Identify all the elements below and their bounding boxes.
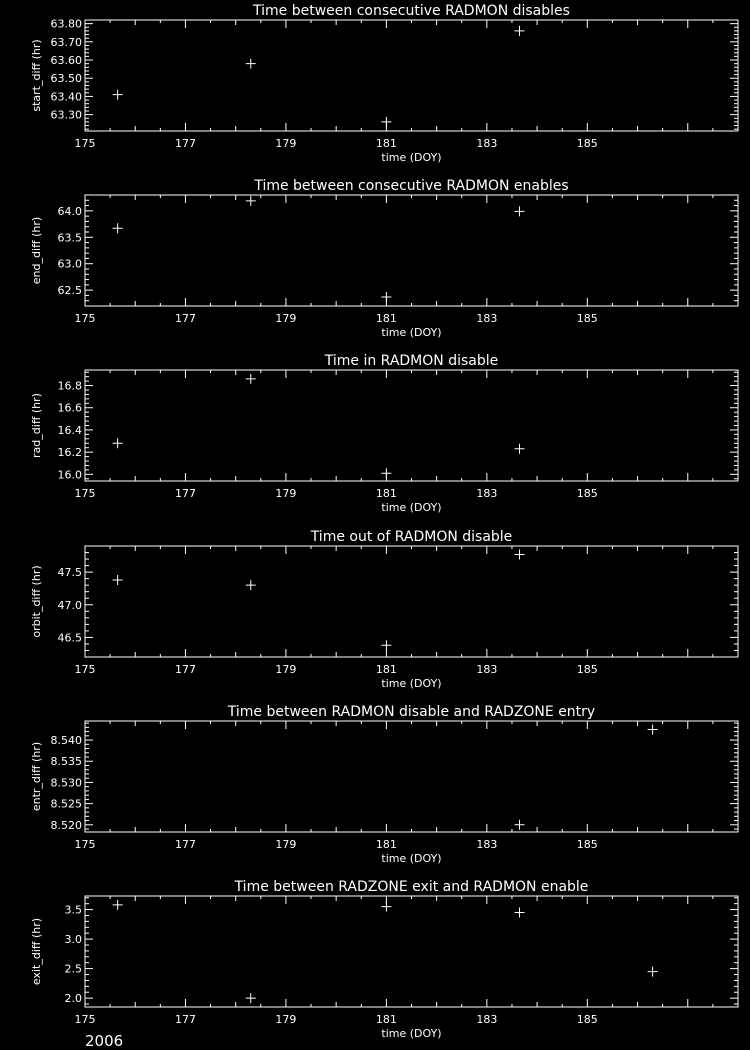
x-tick-label: 179 [275, 663, 297, 676]
x-tick-label: 185 [576, 1013, 598, 1026]
x-tick-label: 183 [476, 663, 498, 676]
data-point [246, 196, 256, 206]
x-tick-label: 183 [476, 1013, 498, 1026]
x-tick-label: 183 [476, 312, 498, 325]
data-point [246, 59, 256, 69]
data-point [246, 993, 256, 1003]
plot-frame [85, 20, 738, 131]
chart-panel [30, 529, 738, 690]
chart-title: Time between RADMON disable and RADZONE entry [227, 704, 596, 720]
chart-panel [30, 879, 738, 1040]
y-axis-label: end_diff (hr) [30, 216, 43, 285]
chart-title: Time between RADZONE exit and RADMON enable [234, 879, 589, 895]
chart-title: Time between consecutive RADMON enables [254, 178, 569, 194]
y-tick-label: 63.0 [57, 257, 82, 271]
x-tick-label: 181 [375, 838, 397, 851]
data-point [648, 967, 658, 977]
chart-panel [30, 353, 738, 514]
y-tick-label: 63.30 [50, 108, 82, 122]
y-tick-label: 2.5 [64, 962, 82, 976]
x-tick-label: 179 [275, 137, 297, 150]
chart-panel [30, 178, 738, 339]
x-tick-label: 177 [174, 312, 196, 325]
x-axis-label: time (DOY) [381, 501, 442, 514]
data-point [514, 908, 524, 918]
chart-panel [30, 3, 738, 164]
y-tick-label: 16.6 [57, 401, 82, 415]
x-tick-label: 185 [576, 137, 598, 150]
y-tick-label: 62.5 [57, 284, 82, 298]
plot-frame [85, 195, 738, 306]
x-axis-label: time (DOY) [381, 326, 442, 339]
data-point [381, 902, 391, 912]
data-point [113, 575, 123, 585]
x-axis-label: time (DOY) [381, 677, 442, 690]
chart-title: Time in RADMON disable [324, 353, 499, 369]
data-point [514, 26, 524, 36]
x-tick-label: 179 [275, 838, 297, 851]
chart-title: Time between consecutive RADMON disables [253, 3, 570, 19]
x-tick-label: 179 [275, 312, 297, 325]
y-tick-label: 47.0 [57, 598, 82, 612]
y-tick-label: 63.80 [50, 17, 82, 31]
x-tick-label: 179 [275, 487, 297, 500]
plot-frame [85, 896, 738, 1007]
y-axis-label: rad_diff (hr) [30, 393, 43, 458]
data-point [113, 223, 123, 233]
y-tick-label: 63.40 [50, 90, 82, 104]
y-tick-label: 64.0 [57, 204, 82, 218]
x-tick-label: 185 [576, 838, 598, 851]
x-tick-label: 175 [74, 487, 96, 500]
x-tick-label: 177 [174, 487, 196, 500]
x-tick-label: 185 [576, 663, 598, 676]
x-tick-label: 175 [74, 312, 96, 325]
data-point [514, 549, 524, 559]
y-tick-label: 63.70 [50, 35, 82, 49]
data-point [113, 90, 123, 100]
x-tick-label: 177 [174, 1013, 196, 1026]
x-tick-label: 181 [375, 663, 397, 676]
chart-panel [30, 704, 738, 865]
plot-frame [85, 546, 738, 657]
plot-frame [85, 721, 738, 832]
x-axis-label: time (DOY) [381, 1027, 442, 1040]
y-tick-label: 47.5 [57, 566, 82, 580]
x-tick-label: 181 [375, 137, 397, 150]
data-point [381, 292, 391, 302]
data-point [514, 444, 524, 454]
data-point [381, 640, 391, 650]
x-tick-label: 181 [375, 487, 397, 500]
x-tick-label: 183 [476, 487, 498, 500]
y-tick-label: 63.5 [57, 231, 82, 245]
y-tick-label: 8.530 [50, 776, 82, 790]
y-tick-label: 63.50 [50, 72, 82, 86]
x-tick-label: 177 [174, 838, 196, 851]
data-point [113, 900, 123, 910]
x-tick-label: 185 [576, 487, 598, 500]
x-tick-label: 183 [476, 137, 498, 150]
y-tick-label: 8.540 [50, 734, 82, 748]
y-tick-label: 3.0 [64, 933, 82, 947]
x-tick-label: 183 [476, 838, 498, 851]
x-tick-label: 181 [375, 1013, 397, 1026]
x-tick-label: 177 [174, 137, 196, 150]
data-point [514, 820, 524, 830]
x-tick-label: 177 [174, 663, 196, 676]
chart-title: Time out of RADMON disable [310, 529, 513, 545]
y-tick-label: 8.520 [50, 818, 82, 832]
y-axis-label: start_diff (hr) [30, 39, 43, 112]
year-label: 2006 [85, 1032, 124, 1050]
x-axis-label: time (DOY) [381, 852, 442, 865]
data-point [246, 580, 256, 590]
y-tick-label: 8.525 [50, 797, 82, 811]
data-point [381, 117, 391, 127]
x-tick-label: 179 [275, 1013, 297, 1026]
y-tick-label: 16.2 [57, 446, 82, 460]
x-tick-label: 175 [74, 1013, 96, 1026]
y-tick-label: 46.5 [57, 631, 82, 645]
x-tick-label: 181 [375, 312, 397, 325]
x-tick-label: 175 [74, 838, 96, 851]
y-tick-label: 2.0 [64, 992, 82, 1006]
data-point [648, 724, 658, 734]
y-axis-label: exit_diff (hr) [30, 917, 43, 986]
data-point [514, 206, 524, 216]
data-point [246, 374, 256, 384]
y-tick-label: 3.5 [64, 903, 82, 917]
y-axis-label: entr_diff (hr) [30, 741, 43, 812]
x-axis-label: time (DOY) [381, 151, 442, 164]
x-tick-label: 185 [576, 312, 598, 325]
data-point [381, 468, 391, 478]
y-tick-label: 63.60 [50, 54, 82, 68]
y-tick-label: 16.8 [57, 379, 82, 393]
y-tick-label: 16.0 [57, 468, 82, 482]
data-point [113, 438, 123, 448]
x-tick-label: 175 [74, 663, 96, 676]
y-tick-label: 8.535 [50, 755, 82, 769]
plot-frame [85, 370, 738, 481]
y-axis-label: orbit_diff (hr) [30, 565, 43, 638]
y-tick-label: 16.4 [57, 423, 82, 437]
x-tick-label: 175 [74, 137, 96, 150]
